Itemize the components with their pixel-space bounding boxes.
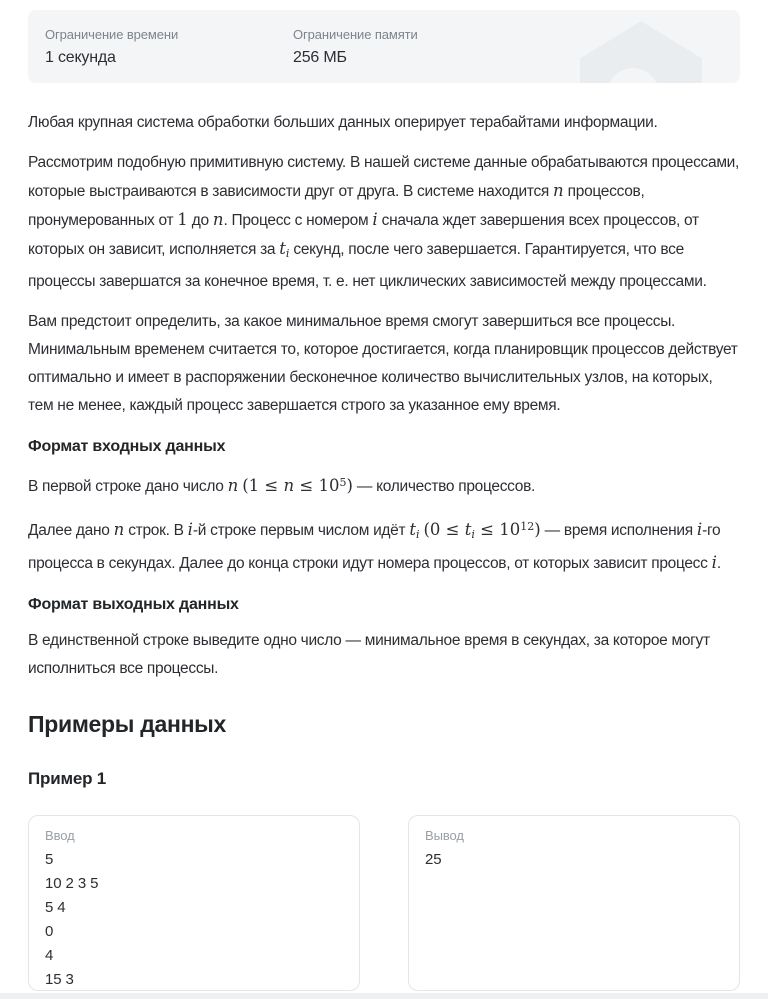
math-expression: (0 ≤	[423, 520, 465, 539]
math-expression: ≤ $10^{12}$	[474, 520, 535, 539]
problem-statement	[28, 109, 740, 781]
math-expression: n	[212, 210, 224, 229]
text-run: сначала ждет завершения всех процессов, от которых он зависит, исполняется за	[28, 212, 699, 258]
text-run: .	[716, 555, 721, 572]
text-run: Вам предстоит определить, за какое минимальное время смогут завершиться все процессы. Минимальным временем считается то, которое достигается, когда планировщик процессов действует оптимально и имеет в распоряжении бесконечное количество вычислительных узлов, на которых, тем не менее, каждый процесс завершается строго за указанное ему время.	[28, 313, 738, 414]
sample-line: 15 3	[45, 971, 74, 988]
text-run: секунд, после чего завершается. Гарантируется, что все процессы завершатся за конечное время, т. е. нет циклических зависимостей между процессами.	[28, 241, 707, 290]
sample-output-card[interactable]	[408, 815, 740, 991]
text-run: до	[187, 212, 213, 229]
math-expression: i	[696, 520, 703, 539]
memory-limit-value: 256 МБ	[293, 49, 347, 66]
samples-section	[28, 710, 740, 991]
text-run: . Процесс с номером	[223, 212, 373, 229]
sample-io-row	[28, 815, 740, 991]
sample-line: 0	[45, 923, 54, 940]
math-expression: )	[346, 476, 353, 495]
statement-paragraph	[28, 308, 740, 420]
text-run: строк. В	[124, 522, 188, 539]
input-format-paragraph	[28, 513, 740, 578]
page-bottom-divider	[0, 993, 768, 999]
time-limit-value: 1 секунда	[45, 49, 116, 66]
math-expression: n	[113, 520, 125, 539]
math-expression: $t_i$	[464, 520, 475, 541]
math-expression: ≤ $10^5$	[294, 476, 347, 495]
math-expression: 1	[177, 210, 188, 229]
text-run: — время исполнения	[540, 522, 697, 539]
text-run: В единственной строке выведите одно число — минимальное время в секундах, за которое могут исполниться все процессы.	[28, 632, 710, 677]
statement-paragraph	[28, 109, 740, 137]
math-expression: $t_i$	[409, 520, 420, 541]
input-format-heading: Формат входных данных	[28, 438, 226, 455]
math-expression: $t_i$	[279, 239, 290, 260]
text-run: В первой строке дано число	[28, 478, 228, 495]
sample-output-content[interactable]	[425, 848, 723, 872]
memory-limit-block	[293, 27, 541, 65]
sample-input-card[interactable]	[28, 815, 360, 991]
sample-line: 5	[45, 851, 54, 868]
math-expression: i	[187, 520, 193, 539]
time-limit-block	[45, 27, 293, 65]
input-format-paragraph	[28, 469, 740, 501]
text-run: -й строке первым числом идёт	[192, 522, 410, 539]
text-run: процессов, пронумерованных от	[28, 183, 645, 229]
limits-card	[28, 10, 740, 83]
math-expression: n	[283, 476, 295, 495]
text-run: Рассмотрим подобную примитивную систему. В нашей системе данные обрабатываются процессами, которые выстраиваются в зависимости друг от друга. В системе находится	[28, 154, 740, 200]
sample-input-label: Ввод	[45, 828, 75, 843]
text-run: — количество процессов.	[352, 478, 536, 495]
sample-input-content[interactable]	[45, 848, 343, 991]
statement-paragraph	[28, 149, 740, 296]
output-format-heading: Формат выходных данных	[28, 596, 239, 613]
text-run: Любая крупная система обработки больших данных оперирует терабайтами информации.	[28, 114, 658, 131]
output-format-paragraph	[28, 627, 740, 683]
sample-line: 10 2 3 5	[45, 875, 99, 892]
math-expression: n	[553, 181, 564, 200]
math-expression: i	[372, 210, 378, 229]
example-title: Пример 1	[28, 769, 107, 788]
math-expression: )	[534, 520, 541, 539]
time-limit-label: Ограничение времени	[45, 27, 179, 42]
sample-output-label: Вывод	[425, 828, 464, 843]
samples-section-title: Примеры данных	[28, 711, 227, 737]
text-run: Далее дано	[28, 522, 114, 539]
text-run: -го процесса в секундах. Далее до конца строки идут номера процессов, от которых зависит процесс	[28, 522, 721, 572]
math-expression: n	[227, 476, 239, 495]
math-expression: i	[711, 553, 717, 572]
math-expression: (1 ≤	[242, 476, 284, 495]
sample-line: 25	[425, 851, 442, 868]
memory-limit-label: Ограничение памяти	[293, 27, 418, 42]
sample-line: 5 4	[45, 899, 66, 916]
sample-line: 4	[45, 947, 54, 964]
